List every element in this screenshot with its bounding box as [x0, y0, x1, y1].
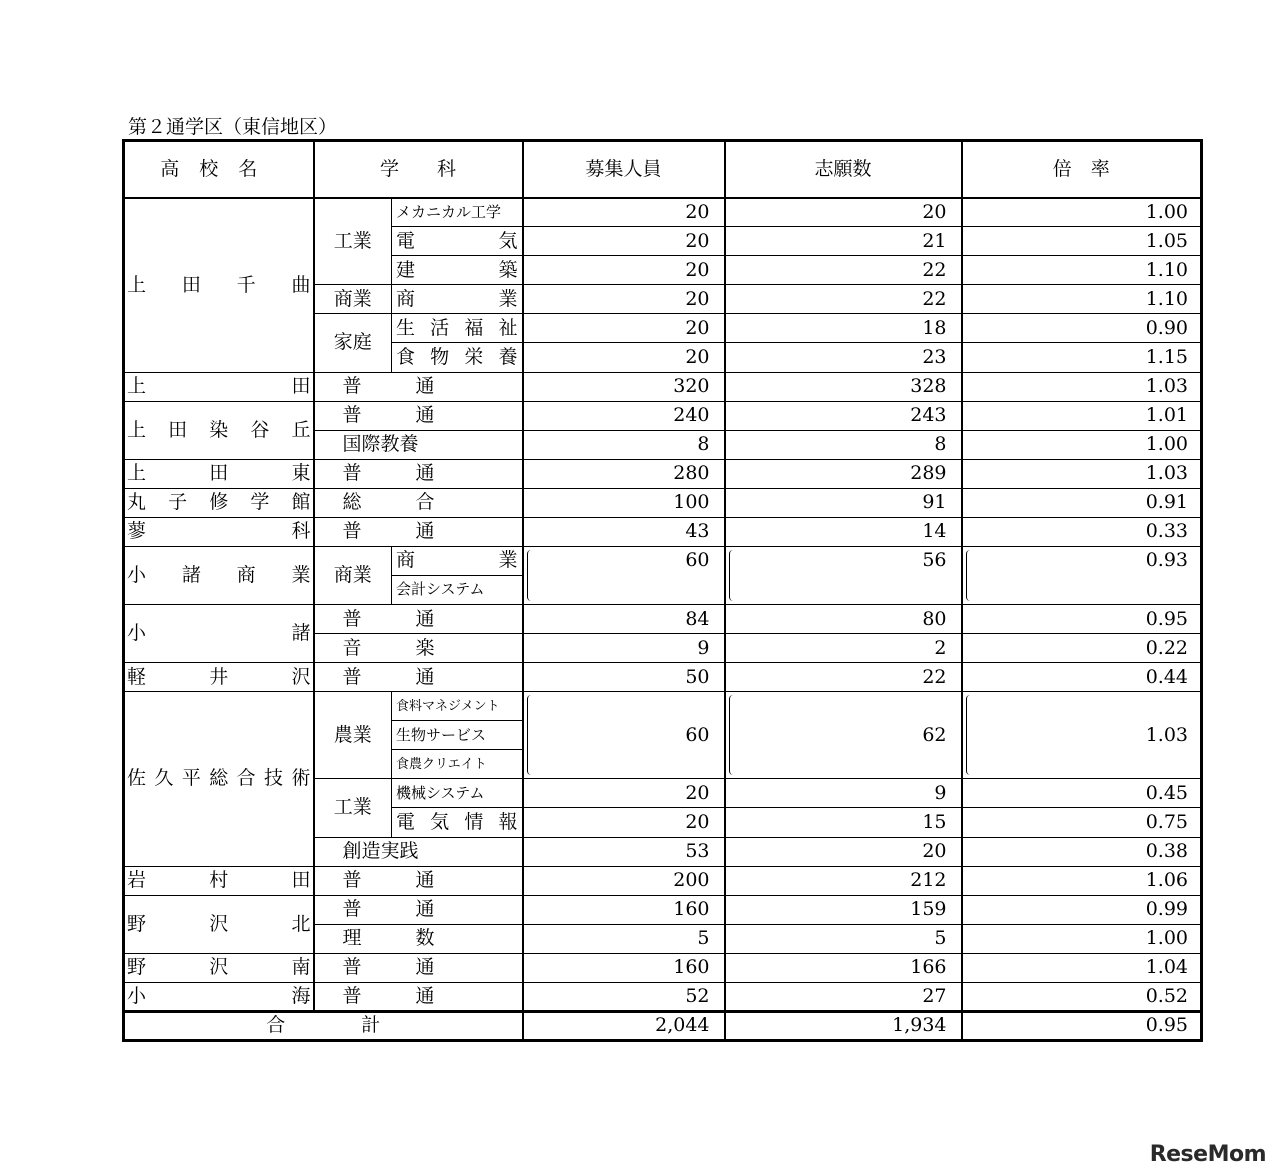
capacity: 9 [523, 634, 725, 663]
department: 普 通 [314, 895, 523, 924]
table-row [124, 953, 1202, 982]
department: 普 通 [314, 459, 523, 488]
header-ratio: 倍 率 [962, 141, 1202, 198]
capacity: 43 [523, 517, 725, 546]
capacity: 20 [523, 227, 725, 256]
department: 普 通 [314, 953, 523, 982]
school-name: 軽 井 沢 [124, 663, 314, 692]
department: 生物サービス [392, 721, 523, 750]
applicants: 22 [725, 256, 962, 285]
capacity: 20 [523, 285, 725, 314]
school-name: 岩 村 田 [124, 866, 314, 895]
total-ratio: 0.95 [962, 1011, 1202, 1040]
applicants: 27 [725, 982, 962, 1011]
school-name: 小 海 [124, 982, 314, 1011]
category: 農業 [314, 692, 392, 779]
capacity: 100 [523, 488, 725, 517]
capacity: 20 [523, 779, 725, 808]
ratio: 0.75 [962, 808, 1202, 837]
table-row [124, 546, 1202, 575]
department: 普 通 [314, 605, 523, 634]
ratio: 1.03 [962, 372, 1202, 401]
table-row [124, 605, 1202, 634]
capacity: 50 [523, 663, 725, 692]
department: 商 業 [392, 546, 523, 575]
department: 食 物 栄 養 [392, 343, 523, 372]
ratio: 1.10 [962, 285, 1202, 314]
school-name: 上 田 染 谷 丘 [124, 401, 314, 459]
header-school: 高校名 [124, 141, 314, 198]
table-row [124, 401, 1202, 430]
capacity: 280 [523, 459, 725, 488]
department: 創造実践 [314, 837, 523, 866]
ratio: 1.15 [962, 343, 1202, 372]
table-row [124, 895, 1202, 924]
applicants: 62 [725, 692, 962, 779]
department: 建 築 [392, 256, 523, 285]
applicants: 5 [725, 924, 962, 953]
capacity: 20 [523, 314, 725, 343]
table-header-row [124, 141, 1202, 198]
capacity: 60 [523, 546, 725, 604]
applicants: 80 [725, 605, 962, 634]
applicants: 159 [725, 895, 962, 924]
category: 家庭 [314, 314, 392, 372]
capacity: 160 [523, 953, 725, 982]
ratio: 0.99 [962, 895, 1202, 924]
applicants: 2 [725, 634, 962, 663]
department: 食農クリエイト [392, 750, 523, 779]
category: 商業 [314, 285, 392, 314]
capacity: 8 [523, 430, 725, 459]
department: 普 通 [314, 372, 523, 401]
applicants: 20 [725, 198, 962, 227]
table-row [124, 198, 1202, 227]
ratio: 1.01 [962, 401, 1202, 430]
category: 工業 [314, 198, 392, 285]
ratio: 0.44 [962, 663, 1202, 692]
department: 理 数 [314, 924, 523, 953]
capacity: 320 [523, 372, 725, 401]
applicants: 166 [725, 953, 962, 982]
applicants: 20 [725, 837, 962, 866]
school-name: 小 諸 商 業 [124, 546, 314, 604]
table-row [124, 866, 1202, 895]
ratio: 0.93 [962, 546, 1202, 604]
capacity: 20 [523, 808, 725, 837]
ratio: 0.38 [962, 837, 1202, 866]
capacity: 20 [523, 343, 725, 372]
capacity: 84 [523, 605, 725, 634]
total-applicants: 1,934 [725, 1011, 962, 1040]
school-name: 上 田 東 [124, 459, 314, 488]
total-capacity: 2,044 [523, 1011, 725, 1040]
department: 生 活 福 祉 [392, 314, 523, 343]
department: 普 通 [314, 401, 523, 430]
header-course: 学 科 [314, 141, 523, 198]
applicants: 91 [725, 488, 962, 517]
applicants: 23 [725, 343, 962, 372]
applicants: 8 [725, 430, 962, 459]
department: 電 気 [392, 227, 523, 256]
capacity: 200 [523, 866, 725, 895]
table-row [124, 459, 1202, 488]
department: 会計システム [392, 575, 523, 604]
applicants: 15 [725, 808, 962, 837]
table-row [124, 488, 1202, 517]
capacity: 53 [523, 837, 725, 866]
applicants: 22 [725, 663, 962, 692]
applicants: 289 [725, 459, 962, 488]
ratio: 0.95 [962, 605, 1202, 634]
school-name: 佐 久 平 総 合 技 術 [124, 692, 314, 866]
ratio: 0.90 [962, 314, 1202, 343]
capacity: 52 [523, 982, 725, 1011]
ratio: 1.00 [962, 430, 1202, 459]
department: 総 合 [314, 488, 523, 517]
capacity: 60 [523, 692, 725, 779]
school-name: 野 沢 北 [124, 895, 314, 953]
applicants: 9 [725, 779, 962, 808]
admissions-table [122, 139, 1203, 1042]
capacity: 160 [523, 895, 725, 924]
ratio: 1.04 [962, 953, 1202, 982]
capacity: 20 [523, 256, 725, 285]
ratio: 0.91 [962, 488, 1202, 517]
applicants: 22 [725, 285, 962, 314]
school-ueda-chikuma: 上 田 千 曲 [127, 273, 311, 296]
ratio: 1.03 [962, 692, 1202, 779]
department: 普 通 [314, 982, 523, 1011]
ratio: 1.00 [962, 924, 1202, 953]
ratio: 1.06 [962, 866, 1202, 895]
ratio: 1.03 [962, 459, 1202, 488]
page-title: 第２通学区（東信地区） [128, 116, 338, 138]
applicants: 18 [725, 314, 962, 343]
applicants: 212 [725, 866, 962, 895]
applicants: 21 [725, 227, 962, 256]
applicants: 14 [725, 517, 962, 546]
total-row [124, 1011, 1202, 1040]
category: 工業 [314, 779, 392, 837]
table-row [124, 982, 1202, 1011]
department: 音 楽 [314, 634, 523, 663]
school-name [124, 198, 314, 372]
ratio: 0.22 [962, 634, 1202, 663]
header-capacity: 募集人員 [523, 141, 725, 198]
school-name: 丸 子 修 学 館 [124, 488, 314, 517]
department: 食料マネジメント [392, 692, 523, 721]
school-name: 蓼 科 [124, 517, 314, 546]
department: 商 業 [392, 285, 523, 314]
header-applicants: 志願数 [725, 141, 962, 198]
total-label: 合 計 [124, 1011, 523, 1040]
department: メカニカル工学 [392, 198, 523, 227]
department: 電 気 情 報 [392, 808, 523, 837]
table-row [124, 372, 1202, 401]
capacity: 20 [523, 198, 725, 227]
table-row [124, 663, 1202, 692]
capacity: 5 [523, 924, 725, 953]
ratio: 0.45 [962, 779, 1202, 808]
capacity: 240 [523, 401, 725, 430]
applicants: 56 [725, 546, 962, 604]
category: 商業 [314, 546, 392, 604]
resemom-logo: ReseMom [1149, 1142, 1266, 1167]
department: 普 通 [314, 866, 523, 895]
department: 普 通 [314, 517, 523, 546]
department: 機械システム [392, 779, 523, 808]
school-name: 野 沢 南 [124, 953, 314, 982]
ratio: 1.00 [962, 198, 1202, 227]
ratio: 0.33 [962, 517, 1202, 546]
ratio: 1.10 [962, 256, 1202, 285]
department: 普 通 [314, 663, 523, 692]
applicants: 328 [725, 372, 962, 401]
school-name: 小 諸 [124, 605, 314, 663]
ratio: 1.05 [962, 227, 1202, 256]
table-row [124, 517, 1202, 546]
school-name: 上 田 [124, 372, 314, 401]
department: 国際教養 [314, 430, 523, 459]
applicants: 243 [725, 401, 962, 430]
table-row [124, 692, 1202, 721]
ratio: 0.52 [962, 982, 1202, 1011]
